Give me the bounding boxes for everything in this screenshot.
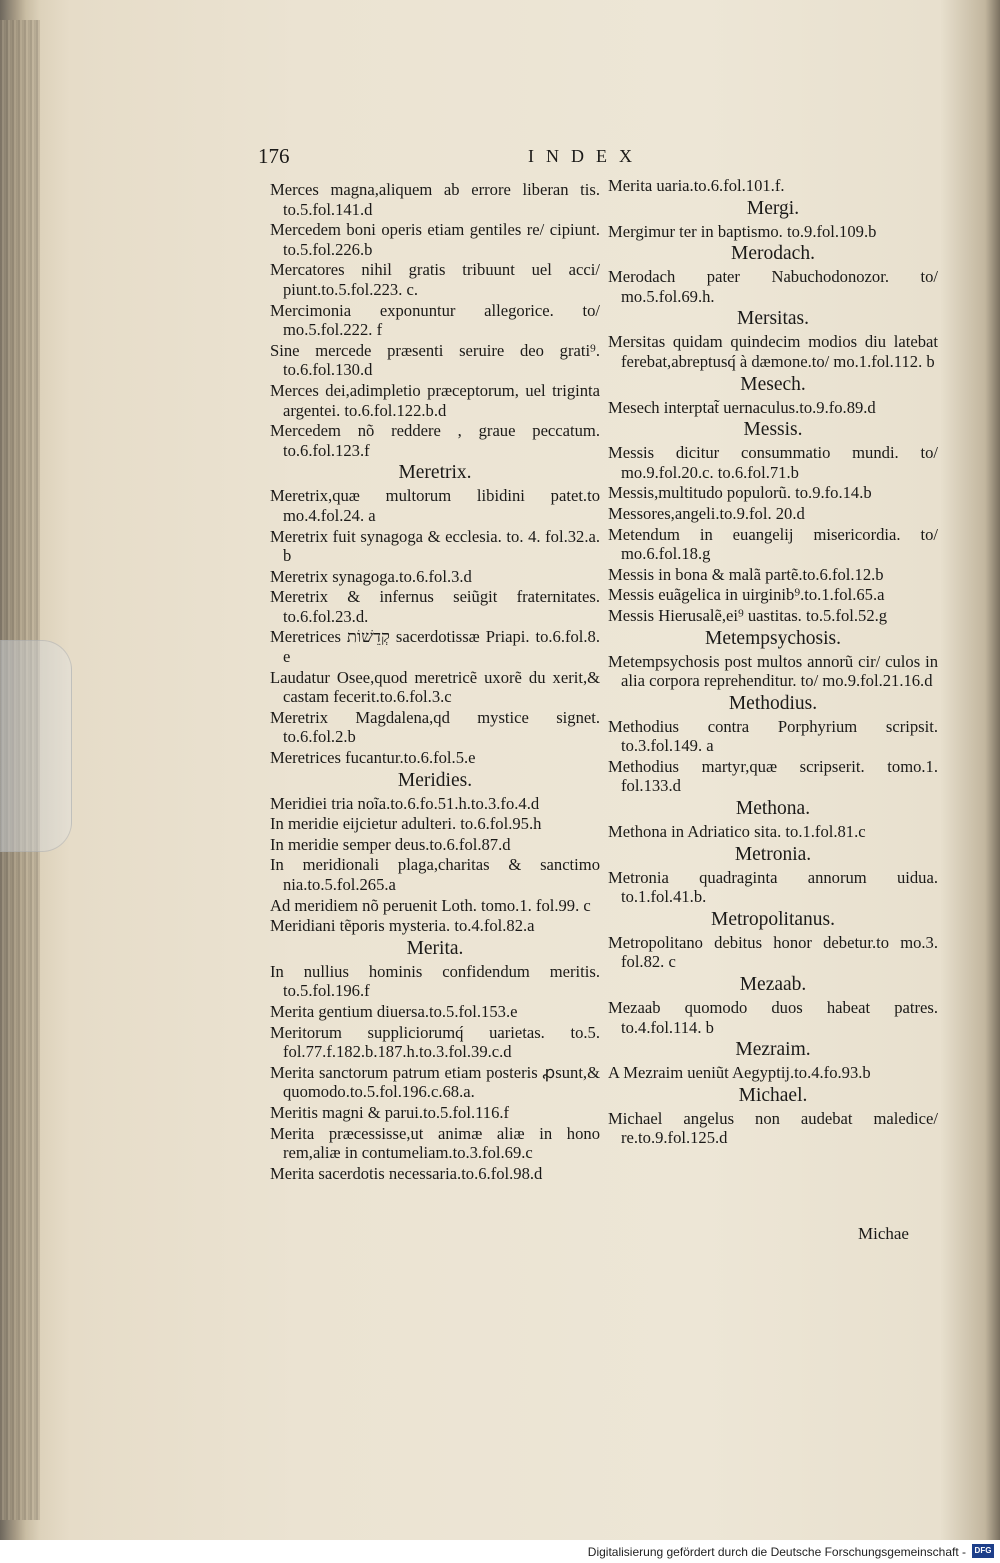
- index-entry: Sine mercede præsenti seruire deo grati⁹. to.6.fol.130.d: [270, 340, 600, 380]
- index-entry: Merita sacerdotis necessaria.to.6.fol.98.d: [270, 1163, 543, 1183]
- index-entry: Mezaab quomodo duos habeat patres. to.4.fol.114. b: [608, 998, 938, 1037]
- index-entry: Methona in Adriatico sita. to.1.fol.81.c: [608, 822, 866, 842]
- index-entry: Mercedem boni operis etiam gentiles re/ cipiunt. to.5.fol.226.b: [270, 220, 600, 259]
- index-entry: Merces magna,aliquem ab errore liberan tis. to.5.fol.141.d: [270, 180, 600, 219]
- index-entry: Messis dicitur consummatio mundi. to/ mo.9.fol.20.c. to.6.fol.71.b: [608, 443, 938, 482]
- index-entry: Metronia quadraginta annorum uidua. to.1.fol.41.b.: [608, 867, 938, 907]
- index-entry: Messis in bona & malã partẽ.to.6.fol.12.b: [608, 564, 884, 584]
- index-entry: Mersitas quidam quindecim modios diu latebat ferebat,abreptusq́ à dæmone.to/ mo.1.fol.112. b: [608, 332, 938, 371]
- index-heading: Michael.: [738, 1084, 808, 1106]
- index-heading: Meretrix.: [398, 462, 472, 484]
- index-entry: Mesech interptat̃ uernaculus.to.9.fo.89.d: [608, 397, 876, 417]
- index-heading: Merita.: [406, 937, 464, 959]
- index-heading: Mersitas.: [736, 308, 810, 330]
- index-entry: Meretrix Magdalena,qd mystice signet. to.6.fol.2.b: [270, 707, 600, 747]
- index-entry: Mercatores nihil gratis tribuunt uel acci/ piunt.to.5.fol.223. c.: [270, 260, 600, 299]
- index-entry: Merita uaria.to.6.fol.101.f.: [608, 176, 785, 195]
- index-entry: Messis euãgelica in uirginib⁹.to.1.fol.65.a: [608, 585, 885, 605]
- index-entry: Laudatur Osee,quod meretricẽ uxorẽ du xerit,& castam fecerit.to.6.fol.3.c: [270, 667, 600, 707]
- digitization-credit: Digitalisierung gefördert durch die Deutsche Forschungsgemeinschaft -: [587, 1545, 966, 1559]
- index-heading: Metropolitanus.: [710, 908, 836, 930]
- index-entry: In meridie eijcietur adulteri. to.6.fol.95.h: [270, 814, 542, 834]
- index-entry: Meretrices קְדֵשׁוֹת sacerdotissæ Priapi. to.6.fol.8. e: [270, 627, 601, 667]
- catchword: Michae: [858, 1224, 909, 1243]
- index-entry: Merita gentium diuersa.to.5.fol.153.e: [270, 1001, 518, 1021]
- index-entry: A Mezraim ueniũt Aegyptij.to.4.fo.93.b: [608, 1063, 871, 1083]
- index-heading: Metempsychosis.: [705, 627, 841, 649]
- index-entry: Messis,multitudo populorũ. to.9.fo.14.b: [608, 483, 872, 503]
- index-entry: Methodius contra Porphyrium scripsit. to.3.fol.149. a: [608, 716, 938, 756]
- index-column-right: [608, 176, 938, 1149]
- index-entry: Messores,angeli.to.9.fol. 20.d: [608, 503, 805, 523]
- index-entry: Merodach pater Nabuchodonozor. to/ mo.5.fol.69.h.: [608, 267, 938, 306]
- index-entry: Meretrix synagoga.to.6.fol.3.d: [270, 566, 472, 586]
- index-entry: Metempsychosis post multos annorũ cir/ culos in alia corpora reprehenditur. to/ mo.9.fol.21.16.d: [608, 651, 938, 691]
- index-entry: Meridiei tria noĩa.to.6.fo.51.h.to.3.fo.4.d: [270, 793, 540, 813]
- index-entry: Meretrix fuit synagoga & ecclesia. to. 4. fol.32.a. b: [270, 526, 600, 566]
- index-entry: Meritis magni & parui.to.5.fol.116.f: [270, 1102, 510, 1122]
- index-heading: Messis.: [743, 419, 803, 441]
- index-heading: Metronia.: [734, 843, 812, 865]
- index-heading: Mesech.: [740, 373, 806, 395]
- index-entry: Merces dei,adimpletio præceptorum, uel triginta argentei. to.6.fol.122.b.d: [270, 380, 600, 420]
- index-entry: Merita sanctorum patrum etiam posteris ꝓsunt,& quomodo.to.5.fol.196.c.68.a.: [270, 1062, 600, 1102]
- index-heading: Mezraim.: [735, 1039, 811, 1061]
- index-entry: Michael angelus non audebat maledice/ re.to.9.fol.125.d: [608, 1108, 938, 1148]
- index-entry: Methodius martyr,quæ scripserit. tomo.1. fol.133.d: [608, 756, 938, 796]
- index-entry: Meretrix & infernus seiũgit fraternitates. to.6.fol.23.d.: [270, 587, 600, 626]
- index-entry: Mercedem nõ reddere , graue peccatum. to.6.fol.123.f: [270, 421, 600, 460]
- index-entry: Messis Hierusalẽ,ei⁹ uastitas. to.5.fol.52.g: [608, 605, 888, 625]
- index-entry: Meretrices fucantur.to.6.fol.5.e: [270, 748, 476, 768]
- index-entry: Metropolitano debitus honor debetur.to mo.3. fol.82. c: [608, 932, 938, 972]
- index-heading: Merodach.: [731, 243, 815, 265]
- index-entry: In meridie semper deus.to.6.fol.87.d: [270, 834, 511, 854]
- index-entry: Metendum in euangelij misericordia. to/ mo.6.fol.18.g: [608, 524, 938, 564]
- running-head: INDEX: [528, 146, 644, 166]
- index-entry: Meretrix,quæ multorum libidini patet.to mo.4.fol.24. a: [270, 486, 600, 525]
- index-entry: Mergimur ter in baptismo. to.9.fol.109.b: [608, 221, 877, 241]
- index-entry: Meritorum suppliciorumq́ uarietas. to.5. fol.77.f.182.b.187.h.to.3.fol.39.c.d: [270, 1022, 600, 1062]
- index-entry: Mercimonia exponuntur allegorice. to/ mo.5.fol.222. f: [270, 300, 600, 340]
- page-number: 176: [258, 144, 290, 168]
- index-column-left: [270, 180, 600, 1184]
- index-heading: Meridies.: [397, 769, 473, 791]
- bookmark-strip: [0, 640, 72, 852]
- index-entry: Ad meridiem nõ peruenit Loth. tomo.1. fol.99. c: [270, 895, 591, 915]
- index-heading: Methona.: [735, 798, 811, 820]
- dfg-logo: DFG: [972, 1544, 994, 1558]
- index-entry: Meridiani tẽporis mysteria. to.4.fol.82.a: [270, 916, 535, 936]
- index-heading: Mergi.: [746, 197, 800, 219]
- index-entry: In meridionali plaga,charitas & sanctimo nia.to.5.fol.265.a: [270, 855, 600, 894]
- index-entry: In nullius hominis confidendum meritis. to.5.fol.196.f: [270, 961, 600, 1001]
- index-heading: Methodius.: [728, 692, 818, 714]
- index-entry: Merita præcessisse,ut animæ aliæ in hono rem,aliæ in contumeliam.to.3.fol.69.c: [270, 1123, 600, 1163]
- index-heading: Mezaab.: [739, 974, 807, 996]
